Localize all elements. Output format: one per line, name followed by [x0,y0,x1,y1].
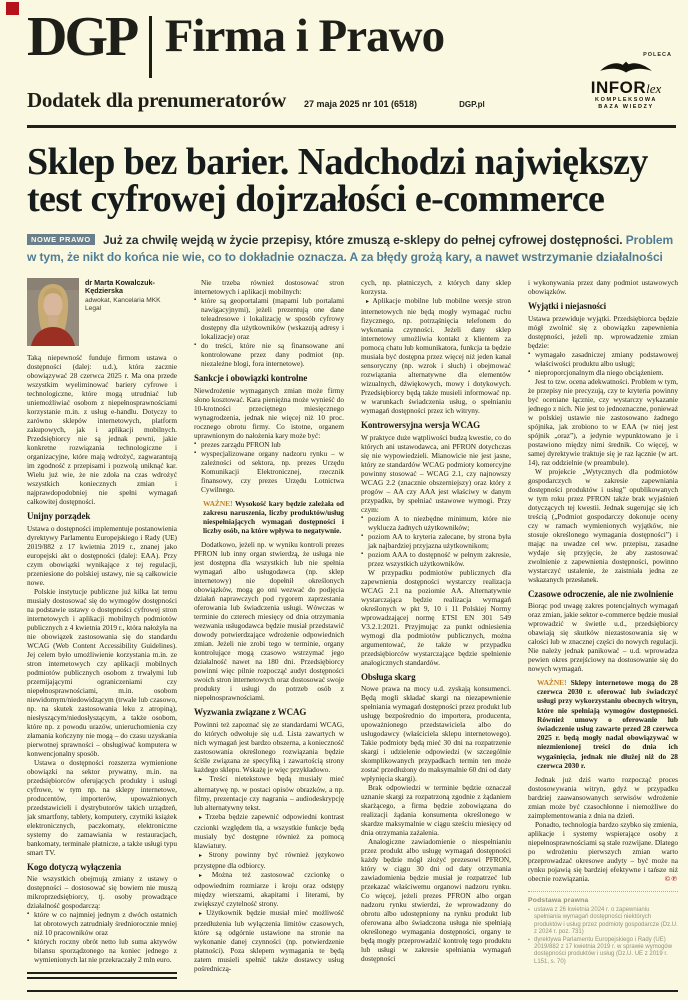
infor-tagline [580,97,672,111]
lead-tag-badge: NOWE PRAWO [27,234,95,246]
square-bullet-icon: ▪ [194,342,197,348]
infor-tagline-line2: BAZA WIEDZY [598,104,654,110]
square-bullet-icon: ▪ [361,532,364,539]
paragraph: Ustawa o dostępności rozszerza wymienione obowiązki na sektor prywatny, m.in. na przedsiębiorców oferujących produkty i usługi cyfrowe, w tym np. na sklepy internetowe, producentów, importerów, upoważnionych przedstawicieli i dystrybutorów takich urządzeń, jak smartfony, tablety, komputery, czytniki książek elektronicznych, paczkomaty, elektroniczne systemy do zamawiania w restauracjach, bankomaty, terminale płatnicze, a także usługi typu smart TV. [27,757,177,857]
bullet-item [194,449,344,494]
important-box: WAŻNE! Sklepy internetowe mogą do 28 czerwca 2030 r. oferować lub świadczyć usługi przy wykorzystaniu obecnych witryn, które nie spełniają wymogów dostępności. Również umowy o oferowanie lub świadczenie usług zawarte przed 28 czerwca 2025 r. będą mogły nadal obowiązywać w niezmienionej treści do dnia ich wygaśnięcia, jednak nie dłużej niż do 28 czerwca 2030 r. [537,678,678,770]
lead-paragraph [27,232,675,266]
paragraph: Dodatkowo, jeżeli np. w wyniku kontroli prezes PFRON lub inny organ stwierdzą, że usługa nie jest dostępna dla wszystkich lub nie spełnia wymagań albo usługodawca (np. sklep internetowy) nie dopełnił określonych obowiązków, mogą go oni wezwać do podjęcia działań naprawczych pod rygorem zaprzestania oferowania lub świadczenia usługi. Wówczas w terminie do czterech miesięcy od dnia otrzymania wezwania usługodawca będzie musiał przedstawić dowody potwierdzające wdrożenie odpowiednich zmian. Jeżeli nie zrobi tego w terminie, organy kontrolujące mogą czasowo wstrzymać jego działalność nawet na 180 dni. Przedsiębiorcy powinni więc pilnie rozpocząć audyt dostępności swoich stron internetowych oraz dostosować swoje produkty i usługi do potrzeb osób z niepełnosprawnościami. [194,540,344,703]
bullet-item [528,350,678,368]
copyright-mark: ©℗ [664,874,678,884]
square-bullet-icon: ▪ [194,449,197,456]
bullet-text: nieproporcjonalnym dla niego obciążeniem. [535,367,664,377]
infor-tagline-line1: KOMPLEKSOWA [595,97,657,103]
arrow-bullet-icon: ▸ [199,852,209,859]
bullet-item [194,341,344,368]
paragraph: Powinni też zapoznać się ze standardami WCAG, do których odwołuje się u.d. Lista zawartych w nich wymagań jest bardzo obszerna, a konieczność zastosowania określonego rozwiązania będzie ściśle związana ze specyfiką i zawartością strony każdego sklepu. Wskażę je więc przykładowo. [194,719,344,774]
arrow-item: ▸ Aplikacje mobilne lub mobilne wersje stron internetowych nie będą mogły wymagać ruchu fizycznego, np. potrząśnięcia telefonem do wykonania czynności. Jeżeli dany sklep internetowy umożliwia kontakt z klientem za pomocą chatu lub komunikatora, funkcja ta będzie musiała być dostępna przez więcej niż jeden kanał sensoryczny (np. wzrok i słuch) i obejmować rozwiązania alternatywne dla elementów wizualnych, dźwiękowych, mowy i dotykowych. Przedsiębiorcy będą także musieli informować np. w warunkach świadczenia usług, o spełnianiu wymagań dostępności przez ich witryny. [361,296,511,415]
supplement-title: Firma i Prawo [164,10,445,62]
section-heading: Kontrowersyjna wersja WCAG [361,420,481,430]
important-box: WAŻNE! Wysokość kary będzie zależała od zakresu naruszenia, liczby produktów/usług niespełniających wymagań dostępności i liczby osób, na które wpływa to negatywnie. [203,498,344,536]
article-columns [27,278,678,990]
bullet-item [27,910,177,937]
paragraph: Analogiczne zawiadomienie o niespełnianiu przez produkt albo usługę wymagań dostępności każdy będzie mógł złożyć prezesowi PFRON, który w ciągu 30 dni od daty otrzymania zawiadomienia będzie musiał je rozpatrzeć lub przekazać właściwemu organowi nadzoru rynku. Co więcej, jeżeli prezes PFRON albo organ nadzoru rynku stwierdzi, że wprowadzony do obrotu albo udostępniony na rynku produkt lub oferowana albo świadczona usługa nie spełniają określonego wymagania dostępności, organy te będą mogły przeprowadzić kontrolę tego produktu lub usługi w zakresie spełniania wymagań dostępności [361,837,511,963]
square-bullet-icon: ▪ [361,550,364,557]
paragraph: Ustawa o dostępności implementuje postanowienia dyrektywy Parlamentu Europejskiego i Rady (UE) 2019/882 z 17 kwietnia 2019 r., znanej jako europejski akt o dostępności (dalej: EAA). Przy czym obowiązki wynikające z tej regulacji, przeniesione do polskiej ustawy, nie są całkowicie nowe. [27,523,177,587]
square-bullet-icon: ▪ [194,297,197,303]
square-bullet-icon: ▪ [361,514,364,521]
bullet-text: prezes zarządu PFRON lub [201,439,281,449]
infor-logo-main: INFOR [590,78,647,97]
arrow-item: ▸ Użytkownik będzie musiał mieć możliwość przedłużenia lub wyłączenia limitów czasowych, które są odgórnie ustawione na stronie na wykonanie danej czynności (np. potwierdzenie płatności). Poza sklepem wymagania te będą zatem musieli spełnić także dostawcy usług pośredniczą- [194,907,344,973]
important-label: WAŻNE! [203,498,235,508]
infor-logo-suffix: lex [646,81,662,96]
square-bullet-icon: ▪ [27,938,30,944]
section-heading: Obsługa skarg [361,671,416,682]
bullet-text: poziom AA to kryteria zalecane, by strona była jak najbardziej przyjazna użytkownikom; [368,531,511,550]
square-bullet-icon: ▪ [194,440,197,447]
infor-logo [580,80,672,96]
paragraph: Niewdrożenie wymaganych zmian może firmy słono kosztować. Kara pieniężna może wynieść do 10-krotności przeciętnego miesięcznego wynagrodzenia, jednak nie więcej niż 10 proc. rocznego obrotu firmy. Co istotne, organem uprawnionym do nałożenia kary może być: [194,385,344,440]
paragraph: Nowe prawa na mocy u.d. zyskają konsumenci. Będą mogli składać skargi na niezapewnienie spełniania wymagań dostępności przez produkt lub usługę bezpośrednio do importera, producenta, upoważnionego przedstawiciela albo do usługodawcy (właściciela sklepu internetowego). Takie podmioty będą mieć 30 dni na rozpatrzenie skargi i udzielenie odpowiedzi (w szczególnie skomplikowanych przypadkach termin ten może zostać przedłużony do maksymalnie 60 dni od daty wpłynięcia skargi). [361,684,511,783]
subscribers-subtitle: Dodatek dla prenumeratorów [27,88,286,112]
paragraph: Ponadto, technologia bardzo szybko się zmienia, aplikacje i systemy wspierające osoby z niepełnosprawnościami są stale rozwijane. Dlatego po wdrożeniu pierwszych zmian warto przeprowadzać okresowe audyty – być może na rynku pojawią się bardziej efektywne i tańsze niż obecnie rozwiązania. ©℗ [528,820,678,884]
legal-basis-title: Podstawa prawna [528,897,589,905]
paragraph: Ustawa przewiduje wyjątki. Przedsiębiorca będzie mógł zwolnić się z obowiązku zapewnienia dostępności, jeżeli np. wprowadzenie zmian będzie: [528,313,678,350]
paragraph: Biorąc pod uwagę zakres potencjalnych wymagań oraz zmian, jakie sektor e-commerce będzie musiał wprowadzić w świetle u.d., przedsiębiorcy obawiają się skutków niezastosowania się w całości lub w znacznej części do nowych regulacji. Nie należy jednak panikować – u.d. wprowadza pewien okres przejściowy na dostosowanie się do nowych wymagań. [528,601,678,673]
section-heading: Unijny porządek [27,511,91,521]
square-bullet-icon: ▪ [27,911,30,917]
bullet-text: które w co najmniej jednym z dwóch ostatnich lat obrotowych zatrudniały średniorocznie mniej niż 10 pracowników oraz [34,910,177,937]
headline: Sklep bez barier. Nadchodzi największy test cyfrowej dojrzałości e-commerce [27,141,648,220]
paragraph: cych, np. płatniczych, z których dany sklep korzysta. [361,278,511,296]
masthead [0,0,688,113]
author-photo [27,278,79,346]
paragraph: Polskie instytucje publiczne już kilka lat temu musiały dostosować się do wymogów dostępności na podstawie ustawy o dostępności cyfrowej stron internetowych i aplikacji mobilnych podmiotów publicznych z 4 kwietnia 2019 r., która nałożyła na nie obowiązek zastosowania się do standardu WCAG (Web Content Accessibility Guidelines). Jej celem było umożliwienie korzystania m.in. ze stron internetowych czy aplikacji mobilnych podmiotów publicznych osobom z trwałymi lub przemijającymi ograniczeniami czy niepełnosprawnościami, m.in. osobom niewidomym/niedowidzącym (trwale lub czasowo, np. na skutek zastosowania leku z atropiną), niesłyszącym/niedosłyszącym, a także osobom, które np. z powodu urazów, unieruchomienia czy złamania kończyny nie mogą – do czasu uzyskania pierwotnej sprawności – obsługiwać komputera w konwencjonalny sposób. [27,586,177,758]
bullet-text: wyspecjalizowane organy nadzoru rynku – w zależności od sektora, np. prezes Urzędu Komunikacji Elektronicznej, rzecznik finansowy, czy prezes Urzędu Lotnictwa Cywilnego. [201,448,344,494]
poleca-label: POLECA [643,52,672,58]
section-heading: Sankcje i obowiązki kontrolne [194,373,308,383]
site-label: DGP.pl [459,100,485,109]
square-bullet-icon: ▪ [528,936,530,943]
arrow-item: ▸ Treści nietekstowe będą musiały mieć alternatywę np. w postaci opisów obrazków, a np. filmy, prezentacje czy nagrania – audiodeskrypcję lub alternatywny tekst. [194,773,344,812]
paragraph: Nie trzeba również dostosować stron internetowych i aplikacji mobilnych: [194,278,344,296]
infor-eagle-icon [580,60,672,80]
arrow-bullet-icon: ▸ [199,776,210,783]
lead-text-blue: Problem w tym, że nikt do końca nie wie, co to dokładnie oznacza. A za błędy grożą kary, a nawet wstrzymanie działalności [27,233,674,264]
paragraph: W praktyce duże wątpliwości budzą kwestie, co do których ani ustawodawca, ani PFRON dotychczas się nie wypowiedzieli. Mianowicie nie jest jasne, który ze standardów WCAG podmioty komercyjne powinny stosować – WCAG 2.1, czy najnowszy WCAG 2.2 (znacznie obszerniejszy) oraz który z progów – AA czy AAA jest właściwy w danym przypadku, by spełniać ustawowe wymogi. Przy czym: [361,432,511,514]
arrow-bullet-icon: ▸ [199,872,212,879]
bullet-item [194,440,344,449]
lead-text-dark: Już za chwilę wejdą w życie przepisy, które zmuszą e-sklepy do pełnej cyfrowej dostępności. [102,233,623,247]
section-heading: Kogo dotyczą wyłączenia [27,861,122,872]
square-bullet-icon: ▪ [528,368,531,375]
author-role: adwokat, Kancelaria MKK Legal [85,296,161,312]
author-meta [85,278,177,346]
legal-item [528,907,678,937]
arrow-item: ▸ Trzeba będzie zapewnić odpowiedni kontrast czcionki względem tła, a wszystkie funkcje będą musiały być dostępne również za pomocą klawiatury. [194,811,344,850]
arrow-item: ▸ Strony powinny być również językowo przystępne dla odbiorcy. [194,849,344,870]
arrow-bullet-icon: ▸ [199,910,207,917]
square-bullet-icon: ▪ [528,907,530,914]
paragraph: Taką niepewność funduje firmom ustawa o dostępności (dalej: u.d.), która zacznie obowiązywać 28 czerwca 2025 r. Ma ona przede wszystkim wyeliminować bariery cyfrowe i technologiczne, które mogą utrudniać lub uniemożliwiać osobom z niepełnosprawnościami korzystanie m.in. z usług e-handlu. Dotyczy to zarówno sklepów internetowych, platform zakupowych, jak i aplikacji mobilnych. Przedsiębiorcy nie są jednak pewni, jakie konkretne rozwiązania technologiczne i organizacyjne, które mają wdrożyć, zagwarantują im zgodność z przepisami i pozwolą uniknąć kar. Wielu już wie, że nie zdoła na czas wdrożyć wszystkich koniecznych zmian i najprawdopodobniej nie spełni wymagań całkowitej dostępności. [27,353,177,506]
inforlex-promo [580,52,672,111]
bullet-text: wymagało zasadniczej zmiany podstawowej właściwości produktu albo usługi; [535,349,678,368]
article-column-2 [194,278,344,990]
bullet-item [361,532,511,550]
issue-date-line: 27 maja 2025 nr 101 (6518) [303,99,418,109]
masthead-row [27,6,674,78]
section-heading: Wyjątki i niejasności [528,301,607,311]
arrow-bullet-icon: ▸ [366,299,373,305]
article-column-3 [361,278,511,990]
paragraph: W przypadku podmiotów publicznych dla zapewnienia dostępności wystarczy realizacja WCAG 2.1 na poziomie AA. Alternatywnie wystarczająca będzie realizacja wymagań określonych w pkt 9, 10 i 11 Polskiej Normy wprowadzającej normę ETSI EN 301 549 V3.2.1:2021. Przyjmując za punkt odniesienia wymogi dla podmiotów publicznych, można argumentować, że także w przypadku przedsiębiorców wystarczające będzie spełnienie analogicznych standardów. [361,567,511,667]
masthead-divider [149,16,152,78]
author-name: dr Marta Kowalczuk-Kędzierska [85,278,155,296]
paragraph: Jednak już dziś warto rozpocząć proces dostosowywania witryn, gdyż w przypadku bardziej zaawansowanych serwisów wdrożenie zmian może być czasochłonne i niemożliwe do zaimplementowania z dnia na dzień. [528,775,678,821]
legal-item [528,937,678,967]
square-bullet-icon: ▪ [528,350,531,357]
paragraph: i wykonywania przez dany podmiot ustawowych obowiązków. [528,278,678,296]
bullet-item [27,937,177,964]
section-heading: Wyzwania związane z WCAG [194,707,307,718]
brand-logo: DGP [27,6,137,68]
legal-item-text: ustawa z 26 kwietnia 2024 r. o zapewnianiu spełniania wymagań dostępności niektórych produktów i usług przez podmioty gospodarcze (Dz.U. z 2024 r. poz. 731) [534,907,678,936]
paragraph: Brak odpowiedzi w terminie będzie oznaczał uznanie skargi za rozpatrzoną zgodnie z żądaniem skarżącego, a firma będzie zobowiązana do realizacji żądania konsumenta określonego w skardze maksymalnie w ciągu sześciu miesięcy od dnia otrzymania zażalenia. [361,783,511,837]
bullet-text: których roczny obrót netto lub suma aktywów bilansu sporządzonego na koniec jednego z wymienionych lat nie przekraczały 2 mln euro. [34,937,177,964]
important-label: WAŻNE! [537,678,571,687]
bullet-text: do treści, które nie są finansowane ani kontrolowane przez dany podmiot (np. niezależne blogi, fora internetowe). [201,341,344,368]
bullet-item [361,550,511,568]
bullet-item [361,514,511,532]
author-box [27,278,177,346]
masthead-subrow [27,88,674,113]
paragraph: Jest to tzw. ocena adekwatności. Problem w tym, że przepisy nie precyzują, czy te kryteria powinny być oceniane łącznie, czy wystarczy wykazanie jednego z nich. Nie jest to jednoznaczne, ponieważ w polskiej ustawie nie zastosowano żadnego spójnika, jak zrobiono to w EAA (w niej jest spójnik „oraz”), a jedynie wypunktowano je i postawiono między nimi średnik. Co więcej, w samej dyrektywie traktuje się je raz łącznie (w art. 14), raz oddzielnie (w preambule). [528,376,678,467]
bullet-text: poziom A to niezbędne minimum, które nie wyklucza żadnych użytkowników; [368,513,511,532]
paragraph: Nie wszystkich obejmują zmiany z ustawy o dostępności – dostosować się bowiem nie muszą mikroprzedsiębiorcy, tj. osoby prowadzące działalność gospodarczą: [27,874,177,910]
bullet-item [528,368,678,377]
section-heading: Czasowe odroczenie, ale nie zwolnienie [528,588,674,599]
bullet-item [194,296,344,341]
legal-basis [528,891,678,966]
masthead-rule [27,125,676,128]
page-bottom-rule [27,990,678,992]
arrow-item: ▸ Można też zastosować czcionkę o odpowiednim rozmiarze i kroju oraz odstępy między wierszami, akapitami i literami, by zwiększyć czytelność strony. [194,869,344,908]
arrow-bullet-icon: ▸ [199,814,206,821]
bullet-text: poziom AAA to dostępność w pełnym zakresie, przez wszystkich użytkowników. [368,549,511,568]
section-end-rule [27,972,177,979]
article-column-1 [27,278,177,990]
legal-item-text: dyrektywa Parlamentu Europejskiego i Rady (UE) 2019/882 z 17 kwietnia 2019 r. w sprawie wymogów dostępności produktów i usług (Dz.U. UE z 2019 r. L151, s. 70) [534,936,673,965]
article-column-4 [528,278,678,990]
bullet-text: które są geoportalami (mapami lub portalami nawigacyjnymi), jeżeli prezentują one dane teleadresowe i lokalizację w sposób cyfrowy dostępny dla użytkowników (wskazują adresy i lokalizacje) oraz [201,296,344,341]
paragraph: W projekcie „Wytycznych dla podmiotów gospodarczych w zakresie zapewniania dostępności produktów i usług” opublikowanych w tym roku przez PFRON także brak wyjaśnień dotyczących tej kwestii. Jednak sugerując się ich treścią („Podmiot gospodarczy dokonuje oceny czy w ramach wymienionych wyjątków, nie stosuje określonego wymagania dostępności”) i mając na uwadze cel ww. przepisu, zasadne wydaje się przyjęcie, że aby zastosować zwolnienie z zapewnienia dostępności, powinno wystarczyć ustalenie, że zaistniała jedna ze wskazanych przesłanek. [528,466,678,584]
